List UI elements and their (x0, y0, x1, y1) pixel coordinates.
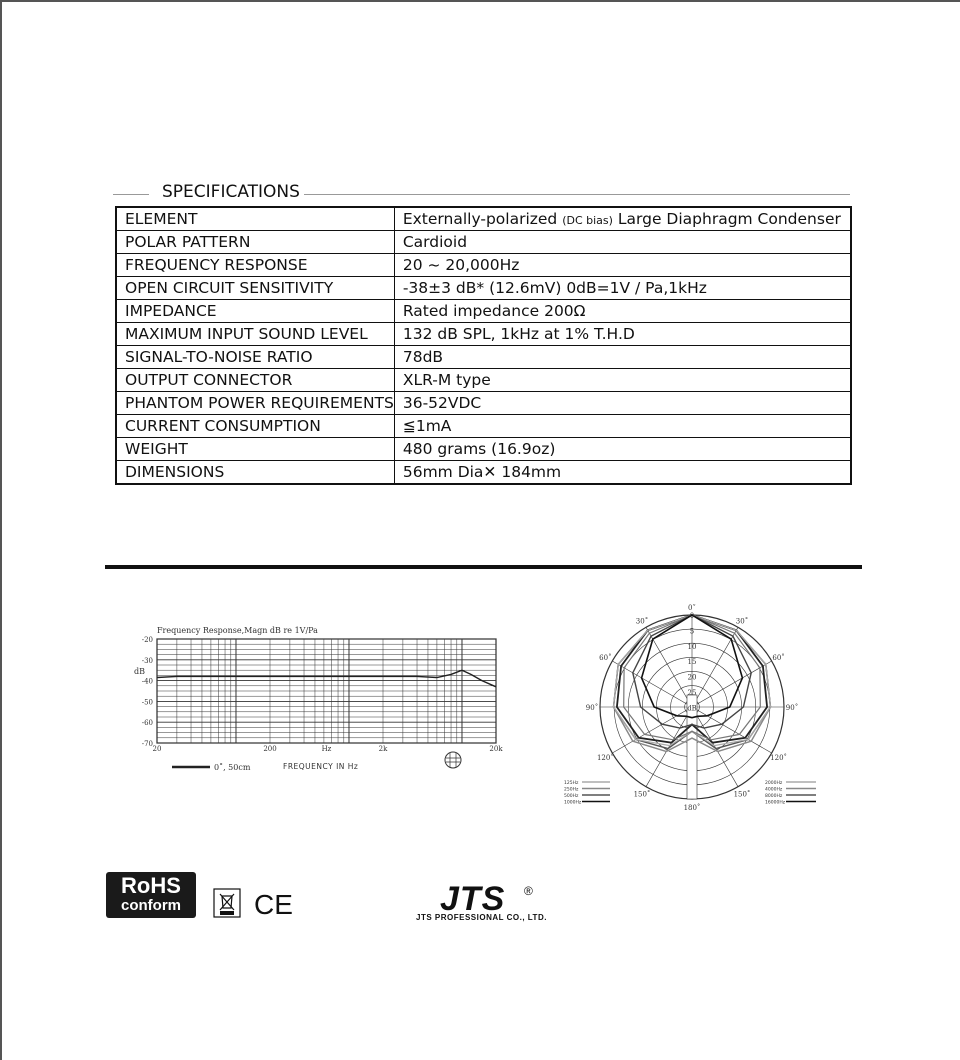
y-tick-label: -60 (141, 719, 153, 728)
heading-rule-right (303, 194, 850, 195)
spec-value: Cardioid (394, 231, 851, 254)
bk-logo (445, 752, 461, 768)
response-curve (157, 670, 496, 687)
weee-bin-icon (213, 888, 241, 918)
angle-label: 90˚ (785, 704, 799, 712)
x-tick-label: 20k (489, 745, 503, 753)
y-tick-label: -70 (141, 740, 153, 748)
jts-logo: JTS (440, 880, 506, 918)
x-tick-label: Hz (321, 745, 332, 753)
table-row (116, 346, 851, 369)
page-border-left (0, 0, 2, 1060)
spec-value: -38±3 dB* (12.6mV) 0dB=1V / Pa,1kHz (394, 277, 851, 300)
y-axis-label: dB (134, 667, 145, 676)
table-row (116, 415, 851, 438)
radial-label: 5 (689, 627, 695, 636)
specifications-table (115, 206, 852, 485)
page-border-top (0, 0, 960, 2)
table-row (116, 323, 851, 346)
section-divider (105, 565, 862, 569)
spec-value: ≦1mA (394, 415, 851, 438)
legend-label: 1000Hz (564, 800, 582, 806)
legend-label: 250Hz (564, 787, 579, 793)
x-axis-label: FREQUENCY IN Hz (283, 762, 359, 771)
chart-title: Frequency Response,Magn dB re 1V/Pa (157, 626, 318, 635)
angle-label: 90˚ (585, 704, 599, 712)
angle-label: 60˚ (772, 654, 785, 662)
radial-label: dB (687, 704, 697, 713)
y-tick-label: -50 (141, 698, 153, 707)
spec-label: OUTPUT CONNECTOR (116, 369, 394, 392)
x-tick-label: 200 (263, 745, 277, 753)
spec-value: Externally-polarized (DC bias) Large Diaphragm Condenser (394, 207, 851, 231)
table-row (116, 392, 851, 415)
legend-label: 8000Hz (765, 794, 783, 799)
registered-mark: ® (524, 884, 533, 898)
angle-label: 120˚ (770, 754, 788, 762)
angle-label: 60˚ (599, 654, 612, 662)
angle-label: 150˚ (733, 790, 751, 799)
spec-label: PHANTOM POWER REQUIREMENTS (116, 392, 394, 415)
table-row (116, 438, 851, 461)
specifications-title: SPECIFICATIONS (158, 182, 304, 202)
spec-label: WEIGHT (116, 438, 394, 461)
spec-value: 20 ~ 20,000Hz (394, 254, 851, 277)
angle-label: 120˚ (596, 754, 614, 762)
legend-label: 2000Hz (765, 781, 783, 786)
angle-label: 30˚ (635, 617, 649, 626)
table-row (116, 300, 851, 323)
spec-label: MAXIMUM INPUT SOUND LEVEL (116, 323, 394, 346)
legend-label: 500Hz (564, 794, 579, 799)
y-tick-label: -20 (141, 636, 153, 644)
company-name: JTS PROFESSIONAL CO., LTD. (416, 913, 547, 922)
radial-label: 15 (687, 658, 697, 667)
spec-value: 56mm Dia✕ 184mm (394, 461, 851, 485)
spec-label: ELEMENT (116, 207, 394, 231)
table-row (116, 231, 851, 254)
specifications-heading (113, 182, 850, 204)
legend-label: 0˚, 50cm (214, 763, 251, 772)
y-tick-label: -40 (141, 677, 153, 686)
radial-label: 0 (689, 612, 695, 620)
table-row (116, 207, 851, 231)
table-row (116, 369, 851, 392)
angle-label: 150˚ (633, 790, 651, 799)
spec-value: 78dB (394, 346, 851, 369)
spec-label: OPEN CIRCUIT SENSITIVITY (116, 277, 394, 300)
table-row (116, 461, 851, 485)
spec-label: FREQUENCY RESPONSE (116, 254, 394, 277)
radial-label: 10 (687, 642, 697, 651)
legend-label: 16000Hz (765, 800, 786, 806)
spec-value: XLR-M type (394, 369, 851, 392)
legend-label: 4000Hz (765, 787, 783, 793)
polar-spoke (612, 707, 692, 753)
chart-series (157, 670, 496, 687)
spec-label: CURRENT CONSUMPTION (116, 415, 394, 438)
y-tick-label: -30 (141, 656, 153, 665)
angle-label: 180˚ (683, 804, 701, 812)
frequency-response-chart (130, 618, 510, 778)
angle-label: 30˚ (735, 617, 749, 626)
heading-rule-left (113, 194, 149, 195)
polar-pattern-chart (560, 604, 830, 814)
spec-value: Rated impedance 200Ω (394, 300, 851, 323)
x-tick-labels (153, 745, 504, 753)
spec-value: 132 dB SPL, 1kHz at 1% T.H.D (394, 323, 851, 346)
polar-spoke (692, 707, 772, 753)
legend-label: 125Hz (564, 781, 579, 786)
radial-label: 25 (687, 689, 697, 697)
spec-label: SIGNAL-TO-NOISE RATIO (116, 346, 394, 369)
rohs-logo: RoHS conform (106, 872, 196, 918)
spec-value: 480 grams (16.9oz) (394, 438, 851, 461)
radial-label: 20 (687, 673, 697, 682)
table-row (116, 254, 851, 277)
ce-mark-icon: CE (254, 889, 293, 920)
spec-label: DIMENSIONS (116, 461, 394, 485)
y-tick-labels (142, 636, 153, 748)
table-row (116, 277, 851, 300)
angle-label: 0˚ (688, 604, 696, 612)
spec-value: 36-52VDC (394, 392, 851, 415)
x-tick-label: 20 (152, 745, 162, 753)
chart-grid (157, 639, 496, 743)
spec-label: POLAR PATTERN (116, 231, 394, 254)
x-tick-label: 2k (378, 745, 388, 753)
spec-label: IMPEDANCE (116, 300, 394, 323)
